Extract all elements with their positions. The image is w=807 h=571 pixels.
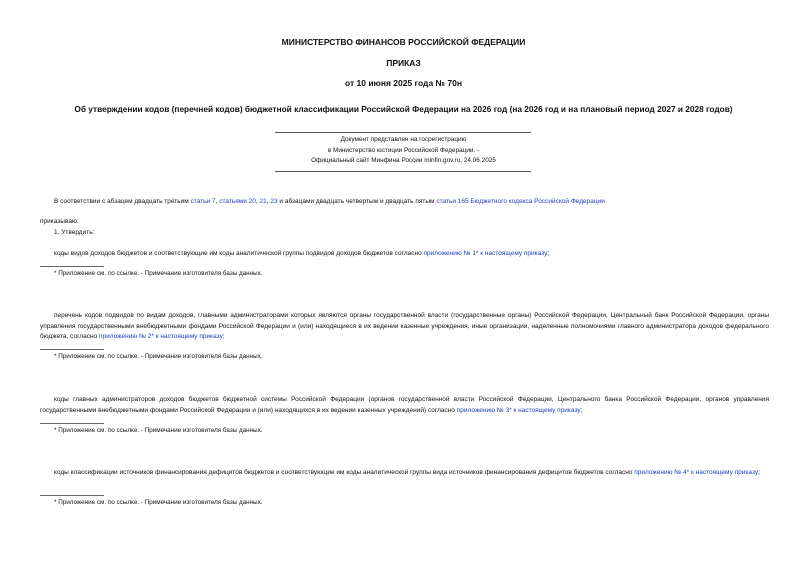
document-title: Об утверждении кодов (перечней кодов) бюджетной классификации Российской Федерации на 2026 год (на 2026 год и на плановый период 2027 и 2028 годов): [74, 104, 733, 114]
link-article-21[interactable]: 21: [259, 198, 267, 205]
registration-note-line3: Официальный сайт Минфина России minfin.gov.ru, 24.06.2025: [311, 157, 496, 164]
list-item-2: перечень кодов подвидов по видам доходов, главными администраторами которых являются органы государственной власти (государственные органы) Российской Федерации, Центральный банк Российской Федерации, органы управления государственными внебюджетными фондами Российской Федерации и (или) находящиеся в их ведении казенные учреждения, иные организации, наделенные полномочиями главного администратора доходов федерального бюджета, согласно приложению № 2* к настоящему приказу;: [40, 312, 769, 340]
link-article-165[interactable]: статьи 165 Бюджетного кодекса Российской Федерации: [436, 198, 605, 205]
footnote-2: * Приложение см. по ссылке. - Примечание изготовителя базы данных.: [54, 353, 263, 360]
order-word: приказываю:: [40, 218, 79, 225]
footnote-rule-2: [40, 349, 104, 350]
appendix-4-link[interactable]: приложению № 4* к настоящему приказу: [634, 469, 759, 476]
footnote-rule-3: [40, 423, 104, 424]
footnote-4: * Приложение см. по ссылке. - Примечание изготовителя базы данных.: [54, 499, 263, 506]
list-item-3: коды главных администраторов доходов бюджетов бюджетной системы Российской Федерации (органов государственной власти Российской Федерации, Центрального банка Российской Федерации, органов управления государственными внебюджетными фондами Российской Федерации и (или) находящихся в их ведении казенных учреждений) согласно приложению № 3* к настоящему приказу;: [40, 396, 769, 414]
appendix-3-link[interactable]: приложению № 3* к настоящему приказу: [456, 406, 581, 414]
date-number: от 10 июня 2025 года № 70н: [345, 78, 462, 88]
registration-note-line1: Документ представлен на госрегистрацию: [340, 136, 467, 143]
footnote-rule-4: [40, 495, 104, 496]
preamble: В соответствии с абзацем двадцать третьим статьи 7, статьями 20, 21, 23 и абзацами двадцать четвертым и двадцать пятым статьи 165 Бюджетного кодекса Российской Федерации: [54, 198, 605, 205]
approve-clause: 1. Утвердить:: [54, 229, 95, 236]
footnote-rule-1: [40, 266, 104, 267]
ministry-heading: МИНИСТЕРСТВО ФИНАНСОВ РОССИЙСКОЙ ФЕДЕРАЦИИ: [281, 37, 526, 47]
link-article-20[interactable]: статьями 20: [219, 198, 256, 205]
registration-note-line2: в Министерство юстиции Российской Федерации. -: [327, 146, 480, 154]
footnote-1: * Приложение см. по ссылке. - Примечание изготовителя базы данных.: [54, 270, 263, 277]
list-item-1: коды видов доходов бюджетов и соответствующие им коды аналитической группы подвидов доходов бюджетов согласно приложению № 1* к настоящему приказу;: [54, 250, 550, 257]
registration-bottom-rule: [275, 171, 531, 172]
footnote-3: * Приложение см. по ссылке. - Примечание изготовителя базы данных.: [54, 427, 263, 434]
registration-top-rule: [275, 132, 531, 133]
list-item-4: коды классификации источников финансирования дефицитов бюджетов и соответствующие им коды аналитической группы вида источников финансирования дефицитов бюджетов согласно приложению № 4* к настоящему приказу;: [54, 469, 760, 476]
appendix-1-link[interactable]: приложению № 1* к настоящему приказу: [423, 250, 548, 257]
link-article-7[interactable]: статьи 7: [190, 198, 216, 205]
link-article-23[interactable]: 23: [270, 198, 278, 205]
appendix-2-link[interactable]: приложению № 2* к настоящему приказу: [98, 333, 223, 340]
doc-type-heading: ПРИКАЗ: [386, 58, 421, 68]
